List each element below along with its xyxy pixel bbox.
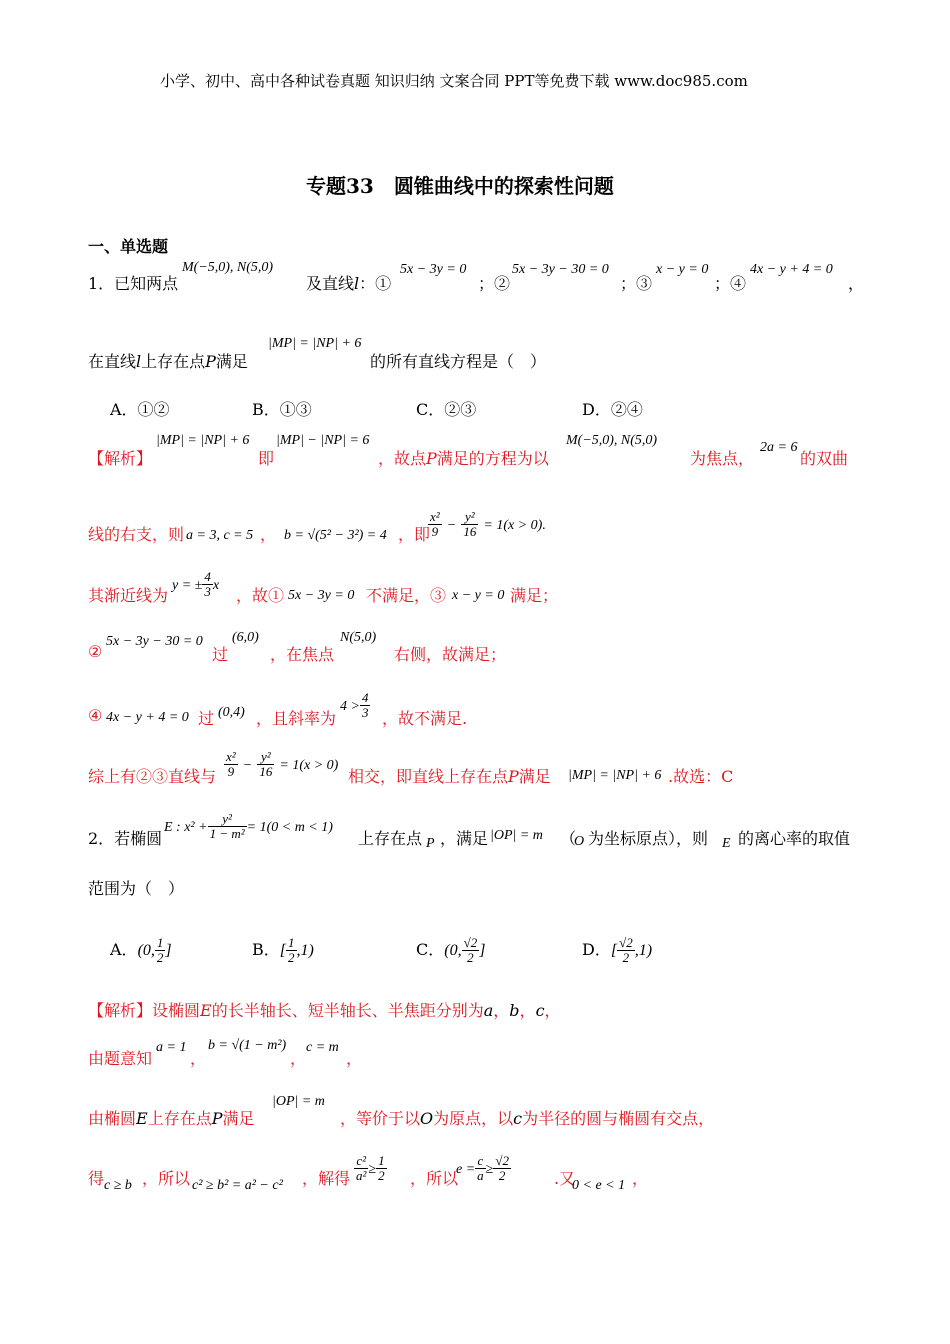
q2-E: E	[722, 836, 731, 851]
q1-stem-line2	[88, 349, 248, 372]
q2-sol-tag: 【解析】	[88, 1001, 153, 1020]
q1-sol-r3t2: ，故①	[236, 586, 285, 605]
q1-sol-cond2: |MP| − |NP| = 6	[276, 433, 370, 448]
q2-sol-text: 设椭圆	[152, 1001, 201, 1020]
q1-sol-r1	[378, 446, 549, 469]
q1-sep3: ；④	[714, 274, 747, 293]
q2-sol-r2a: a = 1	[156, 1040, 187, 1055]
q1-sol-r5pt: (0,4)	[218, 705, 245, 720]
q1-sol-answer: .故选：C	[668, 767, 734, 786]
frac-den: 3	[361, 705, 369, 720]
minus: −	[242, 758, 253, 773]
eq-part: = 1(0 < m < 1)	[246, 820, 333, 835]
q1-sol-comma: ，	[260, 525, 277, 544]
q2-sol-text: ，等价于以	[340, 1109, 421, 1128]
q2-sol-r2c1: ，	[190, 1049, 207, 1068]
q2-option-b[interactable]	[252, 936, 314, 965]
q2-sol-a: a	[483, 1001, 494, 1020]
q2-sol-r4t3: ，解得	[302, 1169, 351, 1188]
frac-num: 1	[156, 935, 164, 950]
q2-sol-text: ，	[519, 1001, 536, 1020]
q2-t3: ，满足	[440, 829, 489, 848]
q2-sol-r4ineq: c² ≥ b² = a² − c²	[192, 1178, 283, 1193]
opt-part: ,1)	[296, 942, 314, 959]
q2-sol-r4t6: ，	[632, 1169, 649, 1188]
q2-sol-r4frac	[354, 1154, 387, 1183]
opt-part: ,1)	[634, 942, 653, 959]
q2-sol-text: 为原点，以	[433, 1109, 514, 1128]
frac-den: 1 − m²	[209, 826, 245, 841]
q2-t2: 上存在点	[358, 829, 423, 848]
q1-sol-r3eq1: 5x − 3y = 0	[288, 588, 355, 603]
q1-sol-r6t2	[348, 764, 551, 787]
q2-option-a[interactable]	[110, 936, 172, 965]
q1-sol-r3: 其渐近线为	[88, 586, 169, 605]
q1-sol-r5: ④	[88, 706, 103, 725]
q1-eq4: 4x − y + 4 = 0	[750, 262, 833, 277]
eq-rest: = 1(x > 0).	[483, 518, 546, 533]
q1-eq3: x − y = 0	[656, 262, 709, 277]
frac-num: c²	[354, 1154, 368, 1169]
q1-text: 在直线	[88, 352, 137, 371]
q1-sol-points: M(−5,0), N(5,0)	[566, 433, 658, 448]
q1-sol-b: b = √(5² − 3²) = 4	[284, 528, 387, 543]
frac-den: a	[477, 1168, 484, 1183]
q2-option-c[interactable]	[416, 936, 485, 965]
q1-end1: ，	[848, 274, 865, 293]
frac-den: 2	[498, 1168, 506, 1183]
q2-sol-r4e	[456, 1154, 511, 1183]
frac-den: 2	[288, 950, 295, 965]
q1-sol-r5t3: ，且斜率为	[256, 709, 337, 728]
q1-text: 上存在点	[141, 352, 206, 371]
opt-label: C．	[416, 940, 445, 959]
q2-t6: 的离心率的取值	[738, 829, 851, 848]
q1-stem-line1	[88, 271, 178, 294]
frac-num: √2	[463, 935, 478, 950]
q1-sol-r6: 综上有②③直线与	[88, 767, 217, 786]
q2-sol-r3cond: |OP| = m	[272, 1094, 325, 1109]
opt-part: [	[610, 942, 618, 959]
q2-sol-r4: 得	[88, 1169, 105, 1188]
q1-sol-r3t3: 不满足，③	[366, 586, 447, 605]
frac-num: y²	[208, 812, 247, 827]
frac-den: a²	[356, 1168, 367, 1183]
q1-sol-asymptote	[172, 570, 219, 599]
q1-sol-r4eq: 5x − 3y − 30 = 0	[106, 634, 203, 649]
q2-sol-r4t4: ，所以	[410, 1169, 459, 1188]
q2-sol-E: E	[200, 1001, 212, 1020]
gt: 4 >	[340, 699, 360, 714]
q1-P: P	[205, 352, 216, 371]
q1-sol-r5t2: 过	[198, 709, 215, 728]
q1-sol-r4: ②	[88, 642, 103, 661]
q1-eq2: 5x − 3y − 30 = 0	[512, 262, 609, 277]
q1-l: l	[354, 274, 360, 293]
q1-option-c[interactable]: C．②③	[416, 400, 477, 419]
opt-part: (0,	[137, 942, 155, 959]
q2-sol-text: ，	[493, 1001, 510, 1020]
frac-den: 9	[227, 764, 235, 779]
q2-option-d[interactable]	[582, 936, 652, 965]
q1-text: 满足	[215, 352, 248, 371]
frac-num: 1	[288, 935, 295, 950]
q2-sol-r3	[88, 1106, 255, 1129]
q2-sol-text: 由椭圆	[88, 1109, 137, 1128]
q1-sol-text: 满足的方程为以	[436, 449, 549, 468]
opt-part: (0,	[444, 942, 462, 959]
q2-t4: （	[560, 829, 577, 848]
q1-sol-hyperbola	[428, 510, 546, 539]
eq-rest: = 1(x > 0)	[279, 758, 339, 773]
q1-points: M(−5,0), N(5,0)	[182, 260, 274, 275]
q2-sol-r2c: c = m	[306, 1040, 339, 1055]
ge: ≥	[485, 1162, 494, 1177]
frac-den: 9	[431, 524, 439, 539]
q2-O: O	[574, 834, 585, 849]
page-title: 专题33 圆锥曲线中的探索性问题	[306, 174, 614, 198]
q2-sol-r2: 由题意知	[88, 1049, 153, 1068]
frac-den: 2	[467, 950, 474, 965]
q1-sol-r4t4: 右侧，故满足；	[394, 645, 507, 664]
q1-sol-text: 满足	[518, 767, 551, 786]
q1-sol-P: P	[426, 449, 437, 468]
q1-question: 的所有直线方程是（ ）	[370, 352, 547, 371]
frac-num: c	[475, 1154, 486, 1169]
q2-t7: 范围为（ ）	[88, 879, 185, 898]
frac-num: 4	[204, 569, 211, 584]
q2-sol-c: c	[513, 1109, 523, 1128]
q1-sol-cond1: |MP| = |NP| + 6	[156, 433, 250, 448]
q1-text: 1．已知两点	[88, 274, 179, 293]
q1-sol-t4: 的双曲	[800, 449, 849, 468]
frac-num: 1	[378, 1153, 385, 1168]
q1-sol-r3t4: 满足；	[510, 586, 559, 605]
q2-sol-r1	[88, 998, 561, 1021]
q1-sol-r4pt: (6,0)	[232, 630, 259, 645]
frac-num: y²	[461, 510, 478, 525]
q2-sol-E: E	[136, 1109, 148, 1128]
q1-stem-line1b	[306, 271, 391, 294]
page-header: 小学、初中、高中各种试卷真题 知识归纳 文案合同 PPT等免费下载 www.doc985.com	[160, 72, 748, 90]
q1-sol-r6-hyperbola	[224, 750, 338, 779]
q1-condition: |MP| = |NP| + 6	[268, 336, 362, 351]
q2-stem-start: 2．若椭圆	[88, 829, 163, 848]
q1-sol-r5eq: 4x − y + 4 = 0	[106, 710, 189, 725]
opt-part: ]	[165, 942, 172, 959]
q1-text: ：	[359, 274, 376, 293]
q2-sol-O: O	[420, 1109, 434, 1128]
q1-sep2: ；③	[620, 274, 653, 293]
q1-sol-r6cond: |MP| = |NP| + 6	[568, 768, 662, 783]
q1-sol-2a: 2a = 6	[760, 440, 798, 455]
frac-den: 2	[156, 950, 164, 965]
frac-den: 16	[259, 764, 273, 779]
q1-sol-r3eq3: x − y = 0	[452, 588, 505, 603]
e: e =	[456, 1162, 476, 1177]
q1-sol-ji2: ，即	[398, 525, 431, 544]
q1-l: l	[136, 352, 142, 371]
q1-sol-text: 相交，即直线上存在点	[348, 767, 509, 786]
frac-den: 3	[204, 584, 211, 599]
q2-sol-P: P	[211, 1109, 223, 1128]
opt-label: B．	[252, 940, 280, 959]
frac-num: x²	[430, 509, 440, 524]
frac-den: 16	[463, 524, 477, 539]
q1-sol-r5t4: ，故不满足.	[382, 709, 468, 728]
q2-sol-r2c3: ，	[346, 1049, 363, 1068]
frac-num: 4	[361, 690, 369, 705]
q1-eq1: 5x − 3y = 0	[400, 262, 467, 277]
section-heading: 一、单选题	[88, 237, 169, 256]
frac-den: 2	[378, 1168, 385, 1183]
frac-num: y²	[257, 750, 274, 765]
q1-sol-slope	[340, 691, 370, 720]
q1-sol-r2: 线的右支，则	[88, 525, 185, 544]
q1-sol-r4t2: 过	[212, 645, 229, 664]
q2-P: P	[426, 836, 435, 851]
q1-option-a[interactable]: A．①②	[110, 400, 170, 419]
opt-label: A．	[110, 940, 138, 959]
frac-num: x²	[226, 749, 236, 764]
q1-sol-ac: a = 3, c = 5	[186, 528, 254, 543]
q1-option-d[interactable]: D．②④	[582, 400, 643, 419]
q2-sol-r3b	[340, 1106, 714, 1129]
q1-sep1: ；②	[478, 274, 511, 293]
opt-label: D．	[582, 940, 611, 959]
q2-sol-r4range: 0 < e < 1	[572, 1178, 626, 1193]
minus: −	[446, 518, 457, 533]
ge: ≥	[368, 1162, 377, 1177]
q1-sol-ji: 即	[258, 449, 275, 468]
asym-y: y = ±	[172, 578, 203, 593]
q1-text: 及直线	[306, 274, 355, 293]
q2-sol-r2c2: ，	[290, 1049, 307, 1068]
eq-part: E : x² +	[164, 820, 208, 835]
q2-t5: 为坐标原点），则	[588, 829, 709, 848]
q1-sol-tag: 【解析】	[88, 449, 153, 468]
q2-cond: |OP| = m	[490, 828, 543, 843]
opt-part: ]	[479, 942, 486, 959]
q2-sol-text: 的长半轴长、短半轴长、半焦距分别为	[211, 1001, 484, 1020]
q1-sol-r4t3: ，在焦点	[270, 645, 335, 664]
q1-sol-t3: 为焦点，	[690, 449, 755, 468]
q1-sol-r4N: N(5,0)	[340, 630, 377, 645]
q2-sol-r2b: b = √(1 − m²)	[208, 1038, 287, 1053]
q2-sol-r4t5: .又	[554, 1169, 576, 1188]
frac-num: √2	[495, 1153, 509, 1168]
q1-circle1: ①	[375, 274, 392, 293]
q2-sol-b: b	[509, 1001, 520, 1020]
q1-sol-P: P	[508, 767, 519, 786]
q2-sol-text: 上存在点	[147, 1109, 212, 1128]
q1-sol-text: ，故点	[378, 449, 427, 468]
q2-sol-r4cb: c ≥ b	[104, 1178, 132, 1193]
q2-sol-c: c	[535, 1001, 545, 1020]
asym-x: x	[212, 578, 220, 593]
q1-option-b[interactable]: B．①③	[252, 400, 312, 419]
q2-sol-r4t2: ，所以	[142, 1169, 191, 1188]
q2-sol-text: 为半径的圆与椭圆有交点，	[522, 1109, 715, 1128]
q2-ellipse-eq	[164, 812, 333, 841]
opt-part: [	[279, 942, 286, 959]
q2-sol-text: 满足	[222, 1109, 255, 1128]
frac-den: 2	[622, 950, 630, 965]
q2-sol-text: ，	[544, 1001, 561, 1020]
frac-num: √2	[619, 935, 633, 950]
